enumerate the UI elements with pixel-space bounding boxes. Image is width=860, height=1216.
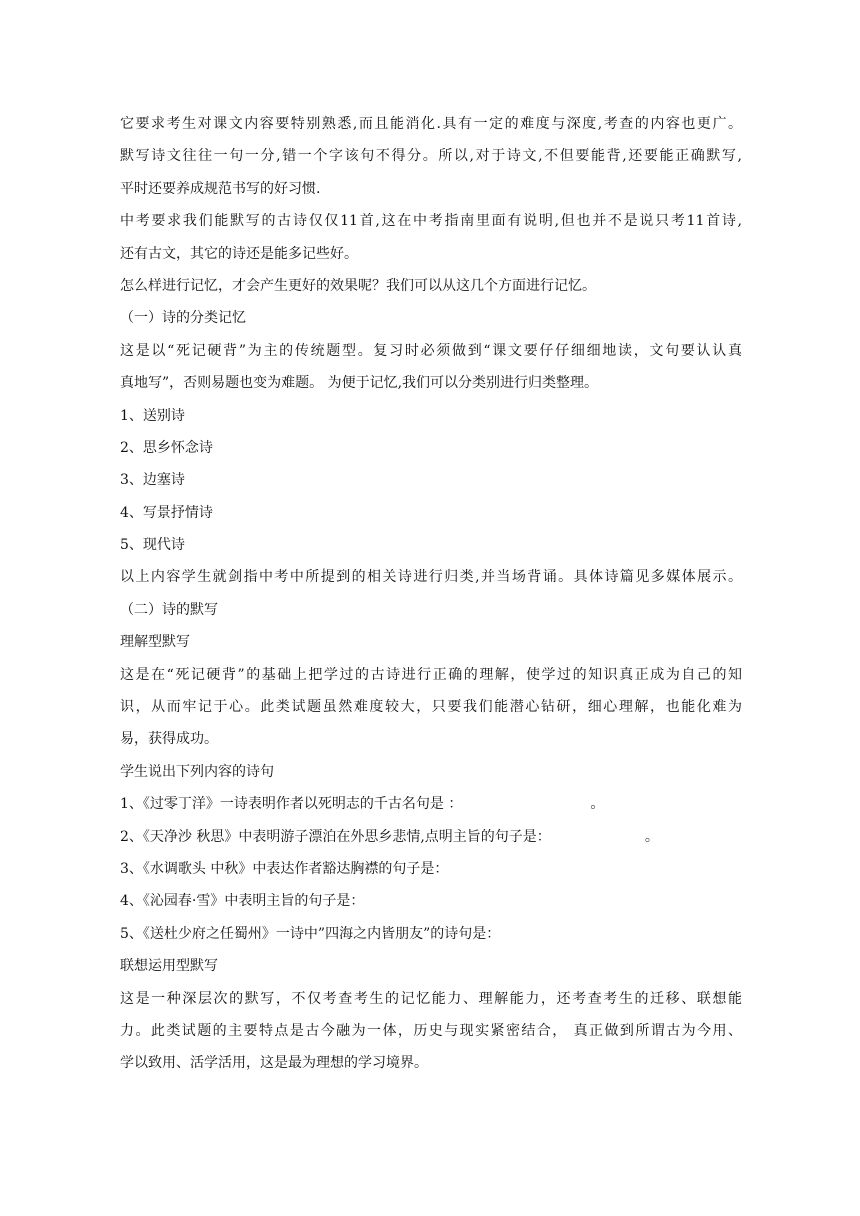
section-heading: （一）诗的分类记忆 xyxy=(120,310,246,327)
paragraph-line: 易，获得成功。 xyxy=(120,731,218,748)
question-line xyxy=(120,788,742,820)
paragraph-line: 它要求考生对课文内容要特别熟悉,而且能消化.具有一定的难度与深度,考查的内容也更广。 xyxy=(120,116,742,132)
paragraph-line: 默写诗文往往一句一分,错一个字该句不得分。所以,对于诗文,不但要能背,还要能正确默写, xyxy=(120,148,742,165)
paragraph-line: 怎么样进行记忆，才会产生更好的效果呢？我们可以从这几个方面进行记忆。 xyxy=(120,277,596,294)
paragraph-line: 这是一种深层次的默写，不仅考查考生的记忆能力、理解能力，还考查考生的迁移、联想能 xyxy=(120,990,742,1007)
question-line: 5、《送杜少府之任蜀州》一诗中”四海之内皆朋友”的诗句是： xyxy=(120,925,501,942)
question-line: 3、《水调歌头 中秋》中表达作者豁达胸襟的句子是： xyxy=(120,860,449,877)
paragraph-line: 这是以“死记硬背”为主的传统题型。复习时必须做到“课文要仔仔细细地读，文句要认认真 xyxy=(120,342,742,359)
paragraph-line: 还有古文，其它的诗还是能多记些好。 xyxy=(120,245,358,262)
paragraph-line: 真地写”，否则易题也变为难题。 为便于记忆,我们可以分类别进行归类整理。 xyxy=(120,375,599,392)
question-text: 1、《过零丁洋》一诗表明作者以死明志的千古名句是 ： xyxy=(120,796,463,813)
list-item: 3、边塞诗 xyxy=(120,472,185,489)
list-item: 4、写景抒情诗 xyxy=(120,504,213,521)
paragraph-line: 以上内容学生就剑指中考中所提到的相关诗进行归类,并当场背诵。具体诗篇见多媒体展示。 xyxy=(120,569,742,586)
question-line xyxy=(120,821,742,853)
section-heading: （二）诗的默写 xyxy=(120,601,218,618)
paragraph-line: 力。此类试题的主要特点是古今融为一体，历史与现实紧密结合， 真正做到所谓古为今用、 xyxy=(120,1022,742,1039)
list-item: 2、思乡怀念诗 xyxy=(120,439,213,456)
question-text: 2、《天净沙 秋思》中表明游子漂泊在外思乡悲情,点明主旨的句子是： xyxy=(120,828,551,845)
document-body xyxy=(120,108,742,1080)
question-line: 4、《沁园春·雪》中表明主旨的句子是： xyxy=(120,893,365,910)
paragraph-line: 中考要求我们能默写的古诗仅仅11首,这在中考指南里面有说明,但也并不是说只考11首诗, xyxy=(120,213,742,230)
blank-end-mark: 。 xyxy=(644,828,659,845)
list-item: 5、现代诗 xyxy=(120,537,185,554)
paragraph-line: 学生说出下列内容的诗句 xyxy=(120,763,274,780)
subsection-heading: 理解型默写 xyxy=(120,634,190,651)
paragraph-line: 这是在“死记硬背”的基础上把学过的古诗进行正确的理解，使学过的知识真正成为自己的知 xyxy=(120,666,742,683)
paragraph-line: 平时还要养成规范书写的好习惯. xyxy=(120,180,321,197)
subsection-heading: 联想运用型默写 xyxy=(120,958,218,975)
list-item: 1、送别诗 xyxy=(120,407,185,424)
paragraph-line: 学以致用、活学活用，这是最为理想的学习境界。 xyxy=(120,1055,428,1072)
blank-end-mark: 。 xyxy=(590,796,605,813)
paragraph-line: 识，从而牢记于心。此类试题虽然难度较大，只要我们能潜心钻研，细心理解，也能化难为 xyxy=(120,699,742,716)
